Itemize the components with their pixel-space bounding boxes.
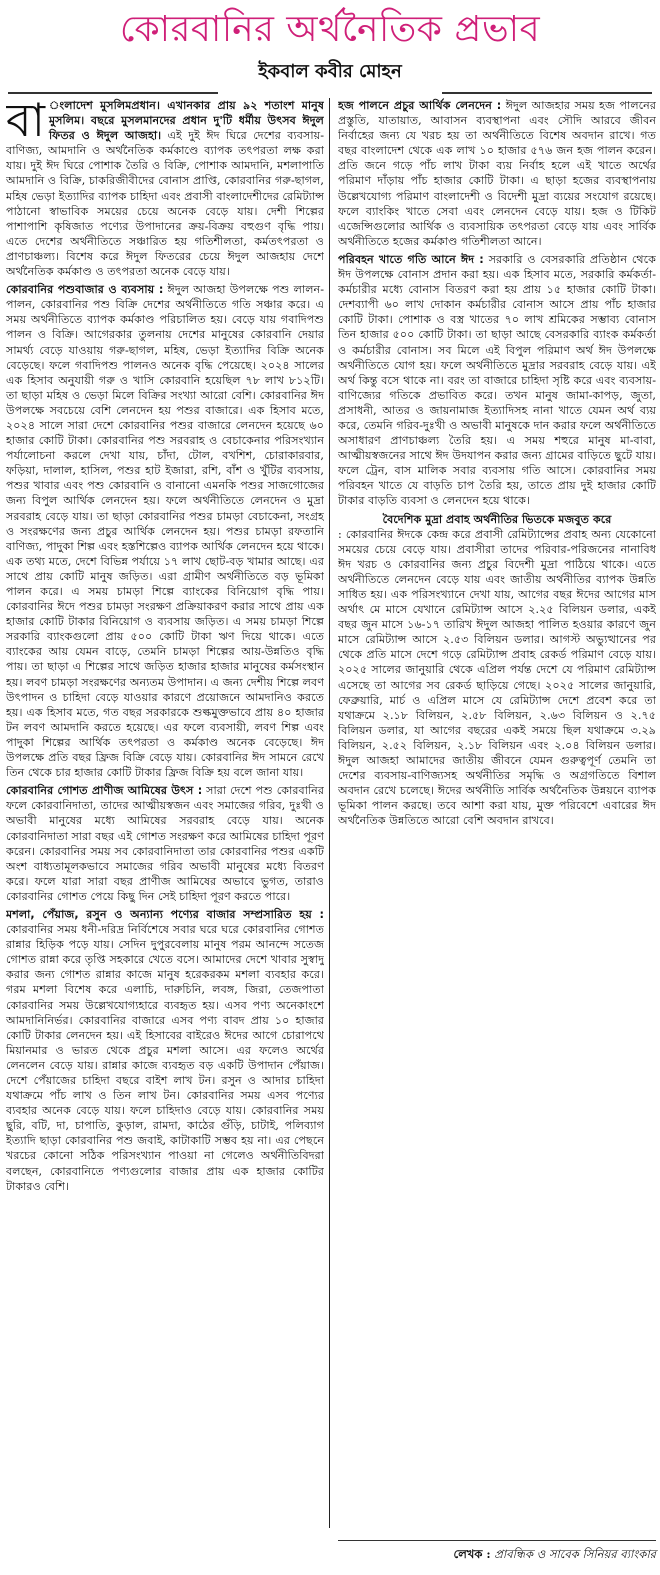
column-divider bbox=[329, 98, 330, 1528]
intro-text: এই দুই ঈদ ঘিরে দেশের ব্যবসায়-বাণিজ্য, আমদানি ও অর্থনৈতিক কর্মকাণ্ডে ব্যাপক তৎপরতা লক্ষ করা যায়। দুই ঈদ ঘিরে পোশাক তৈরি ও বিক্রি, পোশাক আমদানি, মশলাপাতি আমদানি ও বিক্রি, চাকরিজীবীদের বোনাস প্রাপ্তি, কোরবানির গরু-ছাগল, মহিষ ভেড়া ইত্যাদির ব্যাপক চাহিদা এবং প্রবাসী বাংলাদেশীদের রেমিট্যান্স পাঠানো স্বাভাবিক সময়ের চেয়ে অনেক বেড়ে যায়। দেশী শিল্পের পাশাপাশি কৃষিজাত পণ্যের উপাদানের ক্রয়-বিক্রয় বহুগুণ বৃদ্ধি পায়। এতে দেশের অর্থনীতিতে সঞ্চারিত হয় গতিশীলতা, কর্মতৎপরতা ও প্রাণচাঞ্চল্য। বিশেষ করে ঈদুল ফিতরের চেয়ে ঈদুল আজহায় দেশে অর্থনৈতিক কর্মকাণ্ড ও তৎপরতা অনেক বেড়ে যায়। bbox=[6, 129, 324, 279]
intro-first-sentence: ংলাদেশ মুসলিমপ্রধান। এখানকার প্রায় ৯২ শতাংশ মানুষ মুসলিম। বছরে মুসলমানদের প্রধান দু'টি ধর্মীয় উৎসব ঈদুল ফিতর ও ঈদুল আজহা। bbox=[48, 98, 324, 143]
article-title: কোরবানির অর্থনৈতিক প্রভাব bbox=[119, 9, 541, 50]
section-text-protein: সারা দেশে পশু কোরবানির ফলে কোরবানিদাতা, তাদের আত্মীয়স্বজন এবং সমাজের গরিব, দুঃখী ও অভাবী মানুষের মধ্যে আমিষের সরবরাহ বেড়ে যায়। অনেক কোরবানিদাতা সারা বছর এই গোশত সংরক্ষণ করে আমিষের চাহিদা পূরণ করেন। কোরবানির সময় সব কোরবানিদাতা তার কোরবানির পশুর একটি অংশ বাধ্যতামূলকভাবে সমাজের গরিব অভাবী মানুষের মধ্যে বিতরণ করে। ফলে যারা সারা বছর প্রাণীজ আমিষের অভাবে ভুগত, তারাও কোরবানির গোশত পেয়ে কিছু দিন সেই চাহিদা পূরণ করতে পারে। bbox=[6, 784, 324, 903]
intro-paragraph bbox=[6, 98, 324, 279]
section-paragraph bbox=[6, 907, 324, 1194]
author-name: ইকবাল কবীর মোহন bbox=[258, 61, 402, 82]
drop-cap: বা bbox=[6, 98, 45, 147]
footer-rule bbox=[338, 1540, 656, 1541]
author-credit-label: লেখক : bbox=[453, 1547, 491, 1561]
header-rule-right bbox=[442, 92, 652, 94]
author-credit bbox=[338, 1546, 656, 1565]
author-credit-text: প্রাবন্ধিক ও সাবেক সিনিয়র ব্যাংকার bbox=[494, 1547, 656, 1561]
section-text-livestock: ঈদুল আজহা উপলক্ষে পশু লালন-পালন, কোরবানির পশু বিক্রি দেশের অর্থনীতিতে গতি সঞ্চার করে। এ সময় অর্থনীতিতে ব্যাপক কর্মকাণ্ড পরিচালিত হয়। বেড়ে যায় গবাদিপশু পালন ও বিক্রি। আগেরকার তুলনায় দেশের মানুষের কোরবানি দেয়ার সামর্থ্য বেড়ে যাওয়ায় গরু-ছাগল, মহিষ, ভেড়া ইত্যাদির বিক্রি অনেক বেড়েছে। ফলে গবাদিপশু পালনও অনেক বৃদ্ধি পেয়েছে। ২০২৪ সালের এক হিসাব অনুযায়ী গরু ও খাসি কোরবানি হয়েছিল ৭৮ লাখ ৮১২টি। তা ছাড়া মহিষ ও ভেড়া মিলে বিক্রির সংখ্যা আরো বেশি। কোরবানির ঈদ উপলক্ষে সবচেয়ে বেশি লেনদেন হয় পশুর বাজারে। এক হিসাব মতে, ২০২৪ সালে সারা দেশে কোরবানির পশুর বাজারে লেনদেন হয়েছে ৬০ হাজার কোটি টাকা। কোরবানির পশু সরবরাহ ও বেচাকেনার পরিসংখ্যান পর্যালোচনা করলে দেখা যায়, চাঁদা, টোল, বখশিশ, চোরাকারবার, ফড়িয়া, দালাল, হাসিল, পশুর হাট ইজারা, রশি, বাঁশ ও খুঁটির ব্যবসায়, পশুর খাবার এবং পশু কোরবানি ও বানানো এমনকি পশুর সাজগোজের জন্য বিপুল আর্থিক লেনদেন হয়। ফলে অর্থনীতিতে লেনদেন ও মুদ্রা সরবরাহ বেড়ে যায়। তা ছাড়া কোরবানির পশুর চামড়া বেচাকেনা, সংগ্রহ ও সংরক্ষণের জন্য প্রচুর আর্থিক লেনদেন হয়। পশুর চামড়া রফতানি বাণিজ্য, পাদুকা শিল্প এবং হস্তশিল্পেও ব্যাপক আর্থিক লেনদেন হয়ে থাকে। এক তথ্য মতে, দেশে বিভিন্ন পর্যায়ে ১৭ লাখ ছোট-বড় খামার আছে। এর সাথে প্রায় কোটি মানুষ জড়িত। এরা গ্রামীণ অর্থনীতিতে বড় ভূমিকা পালন করে। এ সময় চামড়া শিল্পে ব্যাংকের বিনিয়োগ বৃদ্ধি পায়। কোরবানির ঈদে পশুর চামড়া সংরক্ষণ প্রক্রিয়াকরণ করার সাথে প্রায় এক হাজার কোটি টাকার বিনিয়োগ ও ব্যবসায় জড়িত। এ সময় চামড়া শিল্পে সরকারি ব্যাংকগুলো প্রায় ৫০০ কোটি টাকা ঋণ দিয়ে থাকে। এতে ব্যাংকের আয় যেমন বাড়ে, তেমনি চামড়া শিল্পের আয়-উন্নতিও বৃদ্ধি পায়। তা ছাড়া এ শিল্পের সাথে জড়িত হাজার হাজার মানুষের কর্মসংস্থান হয়। লবণ চামড়া সংরক্ষণের অন্যতম উপাদান। এ জন্য দেশীয় শিল্পে লবণ উৎপাদন ও চাহিদা বেড়ে যাওয়ার কারণে প্রয়োজনে আমদানিও করতে হয়। এক হিসাব মতে, গত বছর সরকারকে শুল্কমুক্তভাবে প্রায় ৪০ হাজার টন লবণ আমদানি করতে হয়েছে। এর ফলে ব্যবসায়ী, লবণ শিল্প এবং পাদুকা শিল্পের আর্থিক তৎপরতা ও কর্মকাণ্ড অনেক বেড়েছে। ঈদ উপলক্ষে প্রতি বছর ফ্রিজ বিক্রি বেড়ে যায়। কোরবানির ঈদ সামনে রেখে তিন থেকে চার হাজার কোটি টাকার ফ্রিজ বিক্রি হয় বলে জানা যায়। bbox=[6, 283, 324, 780]
section-paragraph bbox=[338, 512, 656, 829]
header-rule-left bbox=[8, 92, 218, 94]
section-text-remittance: : কোরবানির ঈদকে কেন্দ্র করে প্রবাসী রেমিট্যান্সের প্রবাহ অন্য যেকোনো সময়ের চেয়ে বেড়ে যায়। প্রবাসীরা তাদের পরিবার-পরিজনের নানাবিধ ঈদ খরচ ও কোরবানির জন্য প্রচুর বিদেশী মুদ্রা পাঠিয়ে থাকে। এতে অর্থনীতিতে লেনদেন বেড়ে যায় এবং জাতীয় অর্থনীতির ব্যাপক উন্নতি সাধিত হয়। এক পরিসংখ্যানে দেখা যায়, আগের বছর ঈদের আগের মাস অর্থাৎ মে মাসে যেখানে রেমিট্যান্স আসে ২.২৫ বিলিয়ন ডলার, একই বছর জুন মাসে ১৬-১৭ তারিখ ঈদুল আজহা পালিত হওয়ার কারণে জুন মাসে রেমিট্যান্স আসে ২.৫৩ বিলিয়ন ডলার। আগস্ট অভ্যুত্থানের পর থেকে প্রতি মাসে দেশে গড়ে রেমিট্যান্স প্রবাহ রেকর্ড পরিমাণ বেড়ে যায়। ২০২৫ সালের জানুয়ারি থেকে এপ্রিল পর্যন্ত দেশে যে পরিমাণ রেমিট্যান্স এসেছে তা আগের সব রেকর্ড ছাড়িয়ে গেছে। ২০২৫ সালের জানুয়ারি, ফেব্রুয়ারি, মার্চ ও এপ্রিল মাসে যে রেমিট্যান্স দেশে প্রবেশ করে তা যথাক্রমে ২.১৮ বিলিয়ন, ২.৫৮ বিলিয়ন, ২.৬৩ বিলিয়ন ও ২.৭৫ বিলিয়ন ডলার, যা আগের বছরের একই সময়ে ছিল যথাক্রমে ৩.২৯ বিলিয়ন, ২.৫২ বিলিয়ন, ২.১৮ বিলিয়ন এবং ২.০৪ বিলিয়ন ডলার। ঈদুল আজহা আমাদের জাতীয় জীবনে যেমন গুরুত্বপূর্ণ তেমনি তা দেশের ব্যবসায়-বাণিজ্যসহ অর্থনীতির সমৃদ্ধি ও অগ্রগতিতে বিশাল অবদান রেখে চলেছে। ঈদের অর্থনীতি সার্বিক অর্থনৈতিক উন্নয়নে ব্যাপক ভূমিকা পালন করছে। তবে আশা করা যায়, মুক্ত পরিবেশে এবারের ঈদ অর্থনৈতিক উন্নতিতে আরো বেশি অবদান রাখবে। bbox=[338, 527, 656, 828]
section-heading-spices: মশলা, পেঁয়াজ, রসুন ও অন্যান্য পণ্যের বাজার সম্প্রসারিত হয় : bbox=[6, 907, 324, 921]
section-text-transport: সরকারি ও বেসরকারি প্রতিষ্ঠান থেকে ঈদ উপলক্ষে বোনাস প্রদান করা হয়। এক হিসাব মতে, সরকারি কর্মকর্তা-কর্মচারীর মধ্যে বোনাস বিতরণ করা হয় প্রায় ১৫ হাজার কোটি টাকা। দেশব্যাপী ৬০ লাখ দোকান কর্মচারীর বোনাস আসে প্রায় পাঁচ হাজার কোটি টাকা। পোশাক ও বস্ত্র খাতের ৭০ লাখ শ্রমিকের সম্ভাব্য বোনাস তিন হাজার ৫০০ কোটি টাকা। তা ছাড়া আছে বেসরকারি ব্যাংক কর্মকর্তা ও কর্মচারীর বোনাস। সব মিলে এই বিপুল পরিমাণ অর্থ ঈদ উপলক্ষে অর্থনীতিতে যোগ হয়। ফলে অর্থনীতিতে মুদ্রার সরবরাহ বেড়ে যায়। এই অর্থ কিন্তু বসে থাকে না। বরং তা বাজারে চাহিদা সৃষ্টি করে এবং ব্যবসায়-বাণিজ্যের গতিকে প্রভাবিত করে। তখন মানুষ জামা-কাপড়, জুতা, প্রসাধনী, আতর ও জায়নামাজ ইত্যাদিসহ নানা খাতে যেমন অর্থ ব্যয় করে, তেমনি গরিব-দুঃখী ও অভাবী মানুষকে দান করার ফলে অর্থনীতিতে অসাধারণ প্রাণচাঞ্চল্য তৈরি হয়। এ সময় শহুরে মানুষ মা-বাবা, আত্মীয়স্বজনের সাথে ঈদ উদযাপন করার জন্য গ্রামের বাড়িতে ছুটে যায়। ফলে ট্রেন, বাস মালিক সবার ব্যবসায় গতি আসে। কোরবানির সময় পরিবহন খাতে যে বাড়তি চাপ তৈরি হয়, তাতে প্রায় দুই হাজার কোটি টাকার বাড়তি ব্যবসা ও লেনদেন হয়ে থাকে। bbox=[338, 252, 656, 508]
section-paragraph bbox=[6, 783, 324, 904]
section-text-hajj: ঈদুল আজহার সময় হজ পালনের প্রস্তুতি, যাতায়াত, আবাসন ব্যবস্থাপনা এবং সৌদি আরবে জীবন নির্বাহের জন্য যে খরচ হয় তা অর্থনীতিতে বিশেষ অবদান রাখে। গত বছর বাংলাদেশ থেকে এক লাখ ১০ হাজার ৫৭৬ জন হজ পালন করেন। প্রতি জনে গড়ে পাঁচ লাখ টাকা ব্যয় নির্বাহ হলে এই খাতে অর্থের পরিমাণ দাঁড়ায় পাঁচ হাজার কোটি টাকা। এ ছাড়া হজের ব্যবস্থাপনায় উল্লেখযোগ্য পরিমাণ বাংলাদেশী ও বিদেশী মুদ্রা ব্যয়ের সংযোগ রয়েছে। ফলে ব্যাংকিং খাতে সেবা এবং লেনদেন বেড়ে যায়। হজ ও টিকিট এজেন্সিগুলোর আর্থিক ও ব্যবসায়িক তৎপরতা বেড়ে যায় এবং সার্বিক অর্থনীতিতে হজের কর্মকাণ্ড গতিশীলতা আনে। bbox=[338, 99, 656, 248]
section-paragraph bbox=[338, 252, 656, 509]
section-heading-hajj: হজ পালনে প্রচুর আর্থিক লেনদেন : bbox=[338, 99, 502, 112]
section-heading-livestock: কোরবানির পশুবাজার ও ব্যবসায় : bbox=[6, 283, 164, 297]
article-column-left bbox=[6, 98, 324, 1538]
section-paragraph bbox=[338, 98, 656, 249]
section-paragraph bbox=[6, 282, 324, 780]
section-heading-protein: কোরবানির গোশত প্রাণীজ আমিষের উৎস : bbox=[6, 784, 203, 798]
article-column-right bbox=[338, 98, 656, 1536]
section-heading-remittance: বৈদেশিক মুদ্রা প্রবাহ অর্থনীতির ভিতকে মজবুত করে bbox=[382, 512, 612, 526]
section-heading-transport: পরিবহন খাতে গতি আনে ঈদ : bbox=[338, 252, 484, 266]
section-text-spices: কোরবানির সময় ধনী-দরিদ্র নির্বিশেষে সবার ঘরে ঘরে কোরবানির গোশত রান্নার হিড়িক পড়ে যায়। সেদিন দুপুরবেলায় মানুষ পরম আনন্দে সতেজ গোশত রান্না করে তৃপ্তি সহকারে খেতে বসে। আমাদের দেশে খাবার সুস্বাদু করার জন্য গোশত রান্নার কাজে মানুষ হরেকরকম মশলা ব্যবহার করে। গরম মশলা বিশেষ করে এলাচি, দারুচিনি, লবঙ্গ, জিরা, তেজপাতা কোরবানির সময় উল্লেখযোগ্যহারে ব্যবহৃত হয়। এসব পণ্য অনেকাংশে আমদানিনির্ভর। কোরবানির বাজারে এসব পণ্য বাবদ প্রায় ১০ হাজার কোটি টাকার লেনদেন হয়। এই হিসাবের বাইরেও ঈদের আগে চোরাপথে মিয়ানমার ও ভারত থেকে প্রচুর মশলা আসে। এর ফলেও অর্থের লেনলেন বেড়ে যায়। রান্নার কাজে ব্যবহৃত বড় একটি উপাদান পেঁয়াজ। দেশে পেঁয়াজের চাহিদা বছরে বাইশ লাখ টন। রসুন ও আদার চাহিদা যথাক্রমে পাঁচ লাখ ও তিন লাখ টন। কোরবানির সময় এসব পণ্যের ব্যবহার অনেক বেড়ে যায়। ফলে চাহিদাও বেড়ে যায়। কোরবানির সময় ছুরি, বটি, দা, চাপাতি, কুড়াল, রামদা, কাঠের গুঁড়ি, চাটাই, পলিব্যাগ ইত্যাদি ছাড়া কোরবানির পশু জবাই, কাটাকাটি সম্ভব হয় না। এর পেছনে খরচের কোনো সঠিক পরিসংখ্যান পাওয়া না গেলেও অর্থনীতিবিদরা বলছেন, কোরবানিতে পণ্যগুলোর বাজার প্রায় এক হাজার কোটির টাকারও বেশি। bbox=[6, 923, 324, 1193]
